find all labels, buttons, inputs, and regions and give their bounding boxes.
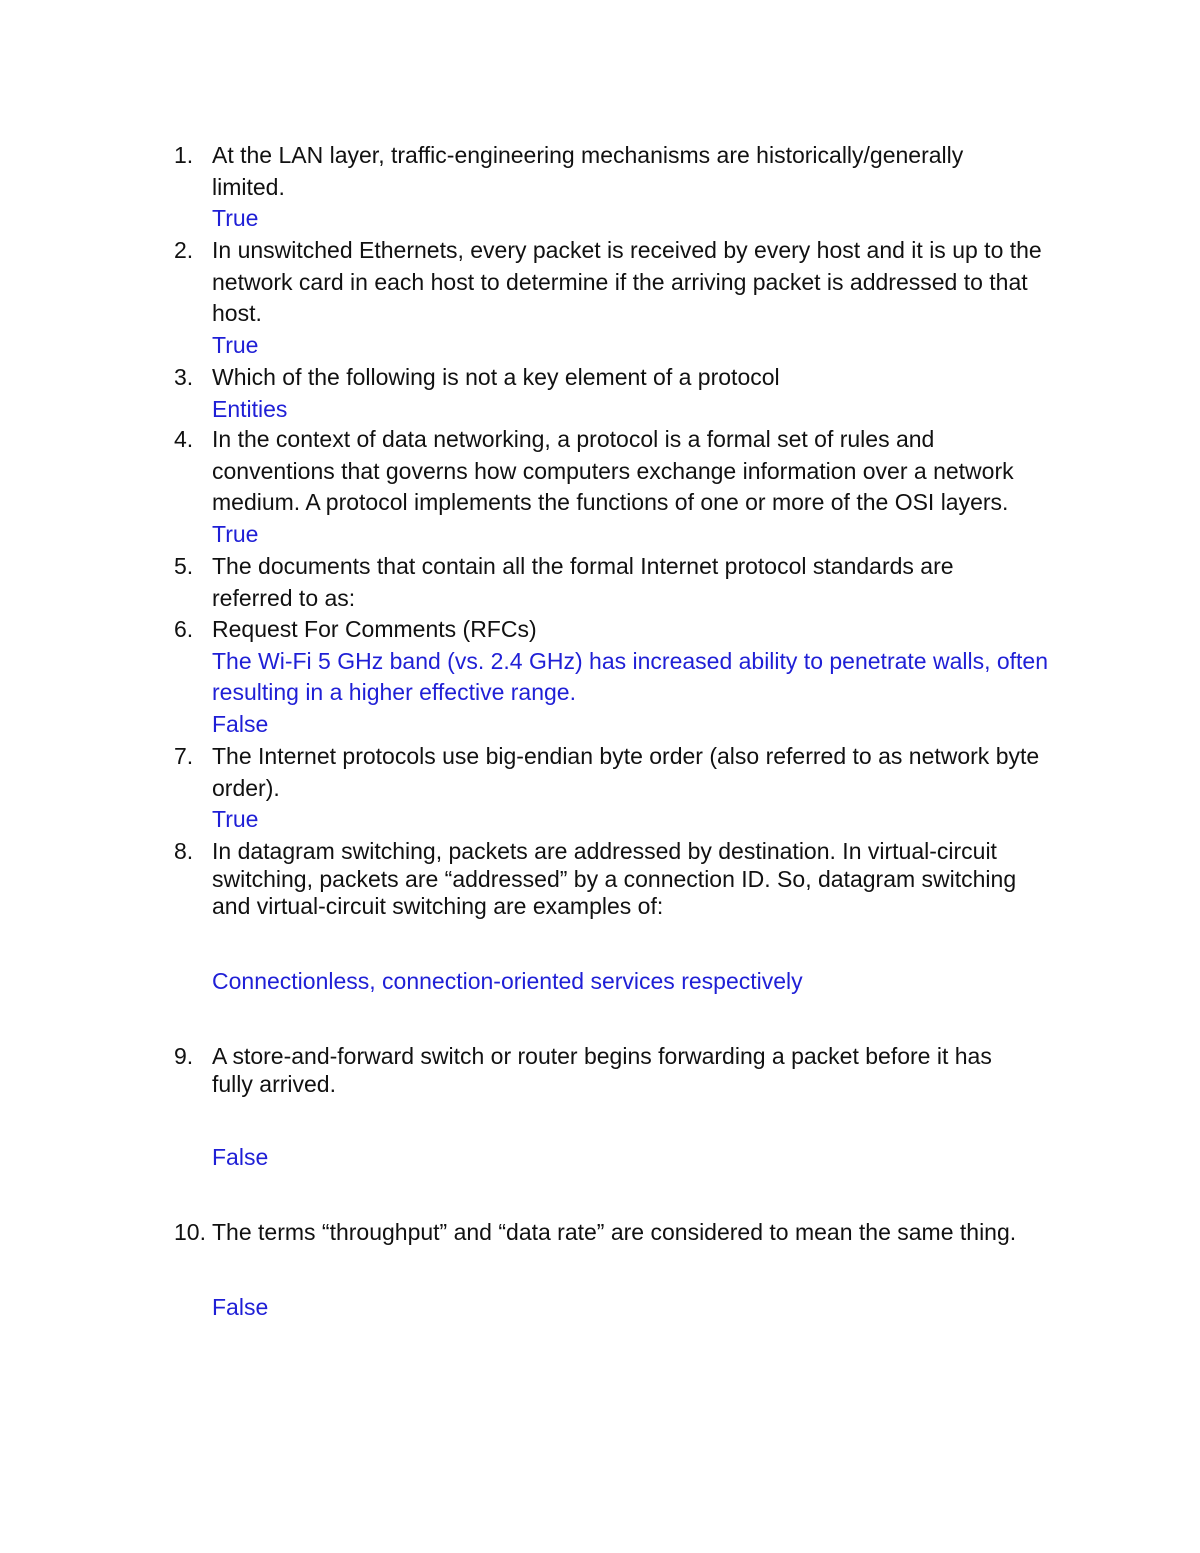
item-number: 8. — [174, 838, 194, 864]
question-text: switching, packets are “addressed” by a connection ID. So, datagram switching — [212, 865, 1017, 892]
item-body — [212, 362, 1072, 425]
item-body — [212, 614, 1072, 740]
item-number: 2. — [174, 237, 194, 263]
item-body — [212, 741, 1072, 836]
answer-text: False — [212, 710, 269, 737]
item-body — [212, 1043, 1072, 1098]
item-number: 9. — [174, 1043, 194, 1069]
question-text: fully arrived. — [212, 1070, 336, 1097]
answer-body — [212, 968, 1072, 996]
question-text: order). — [212, 774, 280, 801]
answer-body — [212, 1144, 1072, 1172]
question-text: At the LAN layer, traffic-engineering mechanisms are historically/generally — [212, 142, 964, 168]
item-body — [212, 235, 1072, 361]
item-number: 6. — [174, 616, 194, 642]
answer-text: True — [212, 806, 259, 833]
question-text: medium. A protocol implements the functions of one or more of the OSI layers. — [212, 489, 1009, 516]
question-text: In unswitched Ethernets, every packet is received by every host and it is up to the — [212, 237, 1042, 263]
item-number: 4. — [174, 426, 194, 452]
item-number: 7. — [174, 743, 194, 769]
item-number: 3. — [174, 364, 194, 390]
answer-text: Entities — [212, 395, 288, 422]
answer-text: The Wi-Fi 5 GHz band (vs. 2.4 GHz) has increased ability to penetrate walls, often — [212, 647, 1049, 674]
item-body — [212, 551, 1072, 614]
item-number: 1. — [174, 142, 194, 168]
question-text: In the context of data networking, a protocol is a formal set of rules and — [212, 426, 935, 452]
question-text: and virtual-circuit switching are examples of: — [212, 893, 664, 919]
answer-text: False — [212, 1144, 269, 1170]
question-text: In datagram switching, packets are addressed by destination. In virtual-circuit — [212, 838, 997, 864]
item-body — [212, 140, 1072, 235]
question-text: network card in each host to determine if the arriving packet is addressed to that — [212, 268, 1028, 295]
item-number: 5. — [174, 553, 194, 579]
question-text: limited. — [212, 173, 285, 200]
question-text: A store-and-forward switch or router begins forwarding a packet before it has — [212, 1043, 992, 1069]
answer-text: Connectionless, connection-oriented services respectively — [212, 968, 803, 994]
answer-text: True — [212, 331, 259, 358]
question-text: conventions that governs how computers exchange information over a network — [212, 457, 1014, 484]
answer-text: False — [212, 1294, 269, 1320]
question-text: The terms “throughput” and “data rate” are considered to mean the same thing. — [212, 1219, 1017, 1245]
question-text: referred to as: — [212, 584, 356, 611]
question-text: The Internet protocols use big-endian byte order (also referred to as network byte — [212, 743, 1040, 769]
item-body — [212, 424, 1072, 550]
question-text: host. — [212, 300, 262, 327]
item-number: 10. — [174, 1219, 206, 1245]
answer-text: resulting in a higher effective range. — [212, 679, 576, 706]
answer-text: True — [212, 205, 259, 232]
item-body — [212, 1219, 1072, 1247]
question-text: Request For Comments (RFCs) — [212, 616, 537, 642]
question-text: The documents that contain all the formal Internet protocol standards are — [212, 553, 954, 579]
answer-text: True — [212, 520, 259, 547]
question-text: Which of the following is not a key element of a protocol — [212, 364, 780, 390]
item-body — [212, 838, 1072, 921]
answer-body — [212, 1294, 1072, 1322]
